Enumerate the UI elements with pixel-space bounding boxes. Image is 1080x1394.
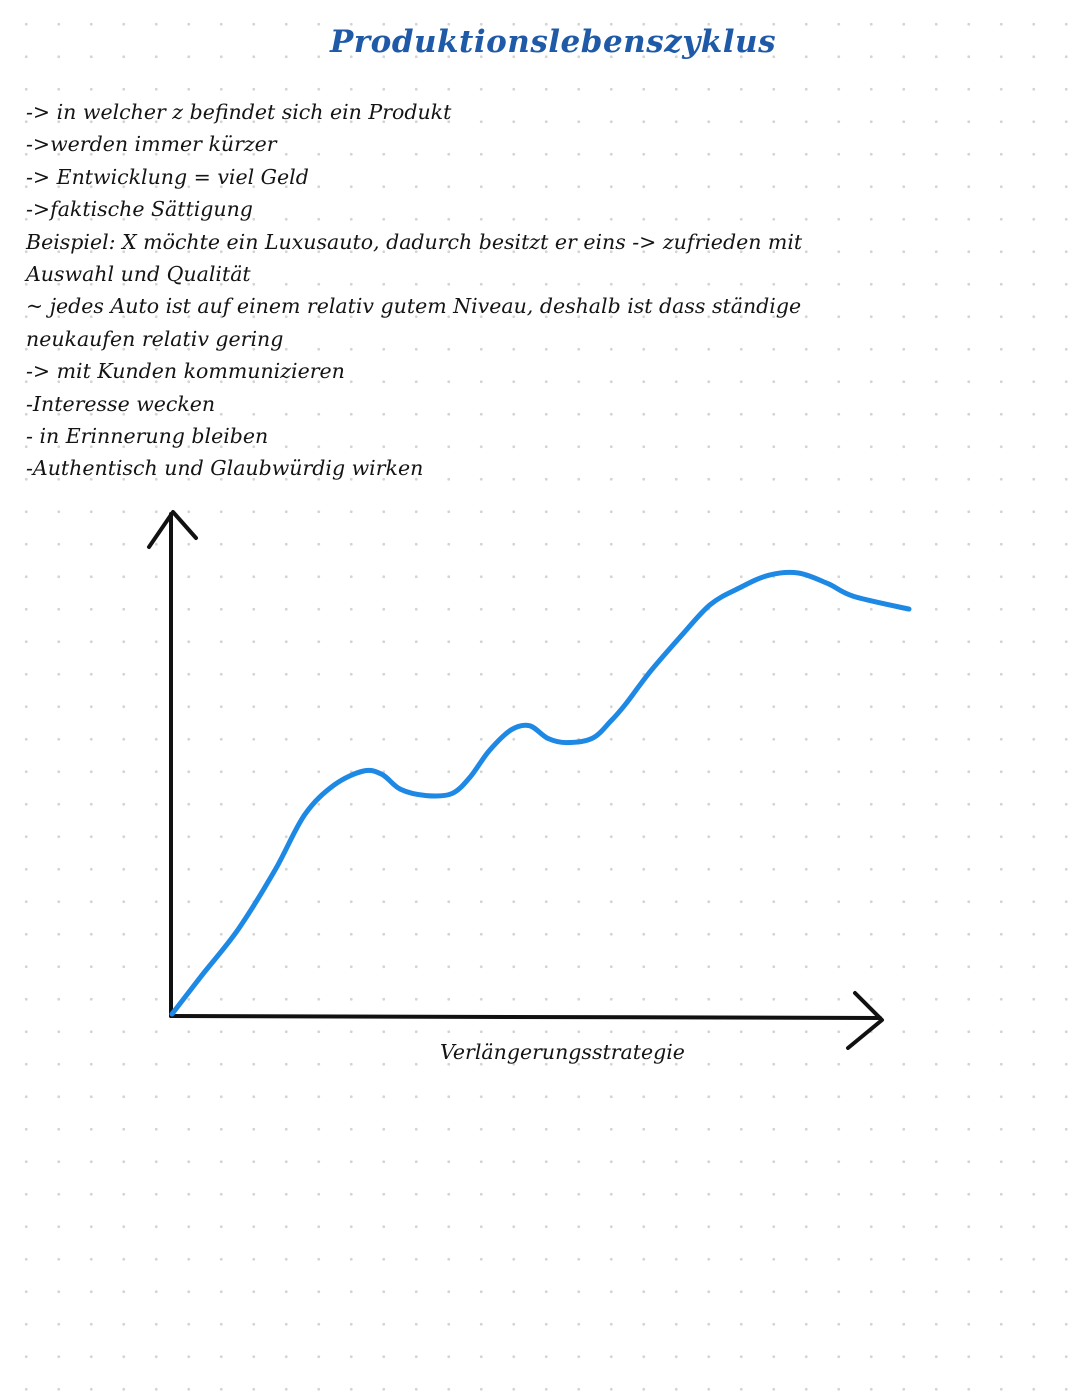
note-line: - in Erinnerung bleiben: [26, 424, 269, 449]
note-line: neukaufen relativ gering: [26, 326, 284, 351]
note-line: -Interesse wecken: [26, 391, 216, 416]
note-line: ->faktische Sättigung: [26, 197, 253, 222]
note-line: -Authentisch und Glaubwürdig wirken: [26, 456, 424, 481]
x-axis-arrowhead: [848, 993, 882, 1048]
note-line: -> mit Kunden kommunizieren: [26, 359, 345, 384]
x-axis-label: Verlängerungsstrategie: [440, 1040, 685, 1064]
note-line: ->werden immer kürzer: [26, 132, 277, 157]
note-line: -> Entwicklung = viel Geld: [26, 164, 309, 189]
series-layer: [172, 572, 909, 1014]
note-line: Beispiel: X möchte ein Luxusauto, dadurch besitzt er eins -> zufrieden mit: [26, 229, 803, 254]
note-line: -> in welcher z befindet sich ein Produkt: [26, 100, 452, 124]
series-line-0: [172, 572, 909, 1014]
note-line: ~ jedes Auto ist auf einem relativ gutem Niveau, deshalb ist dass ständige: [26, 294, 802, 319]
note-line: Auswahl und Qualität: [26, 262, 251, 287]
x-axis-line: [171, 1016, 880, 1018]
page-title: Produktionslebenszyklus: [330, 24, 777, 60]
